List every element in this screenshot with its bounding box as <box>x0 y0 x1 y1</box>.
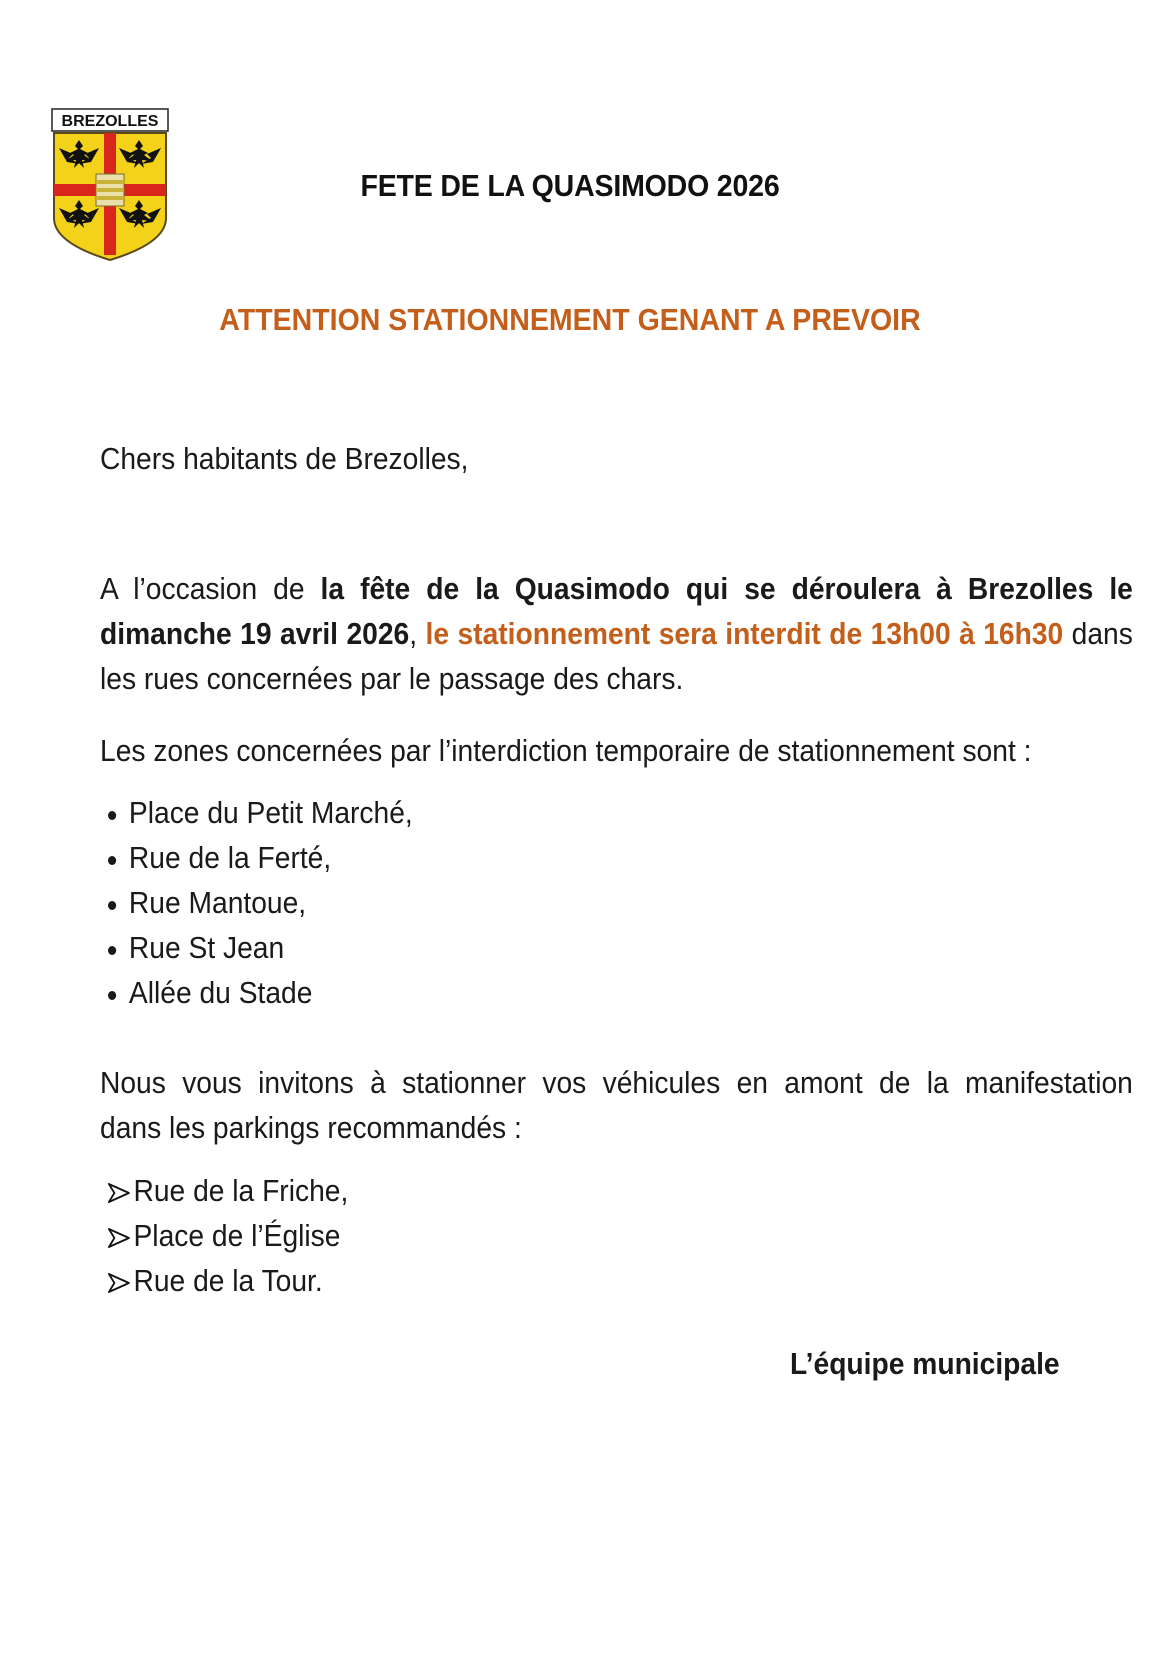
event-rest: dans les rues concernées par le passage des chars. <box>100 616 1133 696</box>
event-intro: A l’occasion de <box>100 571 321 606</box>
restricted-zones-list <box>108 790 443 1015</box>
zones-intro: Les zones concernées par l’interdiction temporaire de stationnement sont : <box>100 733 1032 768</box>
greeting: Chers habitants de Brezolles, <box>100 441 469 476</box>
event-paragraph <box>100 566 1133 701</box>
zone-label: Rue St Jean <box>128 930 285 965</box>
list-item <box>108 925 413 970</box>
parking-warning-heading: ATTENTION STATIONNEMENT GENANT A PREVOIR <box>219 302 921 337</box>
zone-label: Place du Petit Marché, <box>128 795 413 830</box>
parking-recommendation-paragraph <box>100 1060 1133 1150</box>
event-comma: , <box>409 616 426 651</box>
list-item <box>108 1168 348 1213</box>
arrow-bullet-icon <box>108 1272 130 1294</box>
event-details: la fête de la Quasimodo qui se déroulera à Brezolles le dimanche 19 avril 2026 <box>100 571 1133 651</box>
list-item <box>108 790 413 835</box>
logo-label: BREZOLLES <box>61 113 159 130</box>
signature: L’équipe municipale <box>790 1346 1060 1381</box>
list-item <box>108 1258 348 1303</box>
parking-label: Place de l’Église <box>133 1218 341 1253</box>
bullet-icon <box>108 811 116 820</box>
parking-ban-notice: le stationnement sera interdit de 13h00 à 16h30 <box>425 616 1064 651</box>
bullet-icon <box>108 856 116 865</box>
arrow-bullet-icon <box>108 1182 130 1204</box>
bullet-icon <box>108 901 116 910</box>
recommendation-line-1: Nous vous invitons à stationner vos véhicules en amont de la manifestation <box>100 1065 1133 1100</box>
parking-label: Rue de la Friche, <box>133 1173 349 1208</box>
arrow-bullet-icon <box>108 1227 130 1249</box>
list-item <box>108 835 413 880</box>
page-title: FETE DE LA QUASIMODO 2026 <box>360 168 780 203</box>
list-item <box>108 970 413 1015</box>
list-item <box>108 880 413 925</box>
bullet-icon <box>108 991 116 1000</box>
recommendation-line-2: dans les parkings recommandés : <box>100 1110 522 1145</box>
list-item <box>108 1213 348 1258</box>
zone-label: Rue Mantoue, <box>128 885 307 920</box>
zone-label: Allée du Stade <box>128 975 313 1010</box>
bullet-icon <box>108 946 116 955</box>
zone-label: Rue de la Ferté, <box>128 840 332 875</box>
recommended-parkings-list <box>108 1168 372 1303</box>
parking-label: Rue de la Tour. <box>133 1263 323 1298</box>
